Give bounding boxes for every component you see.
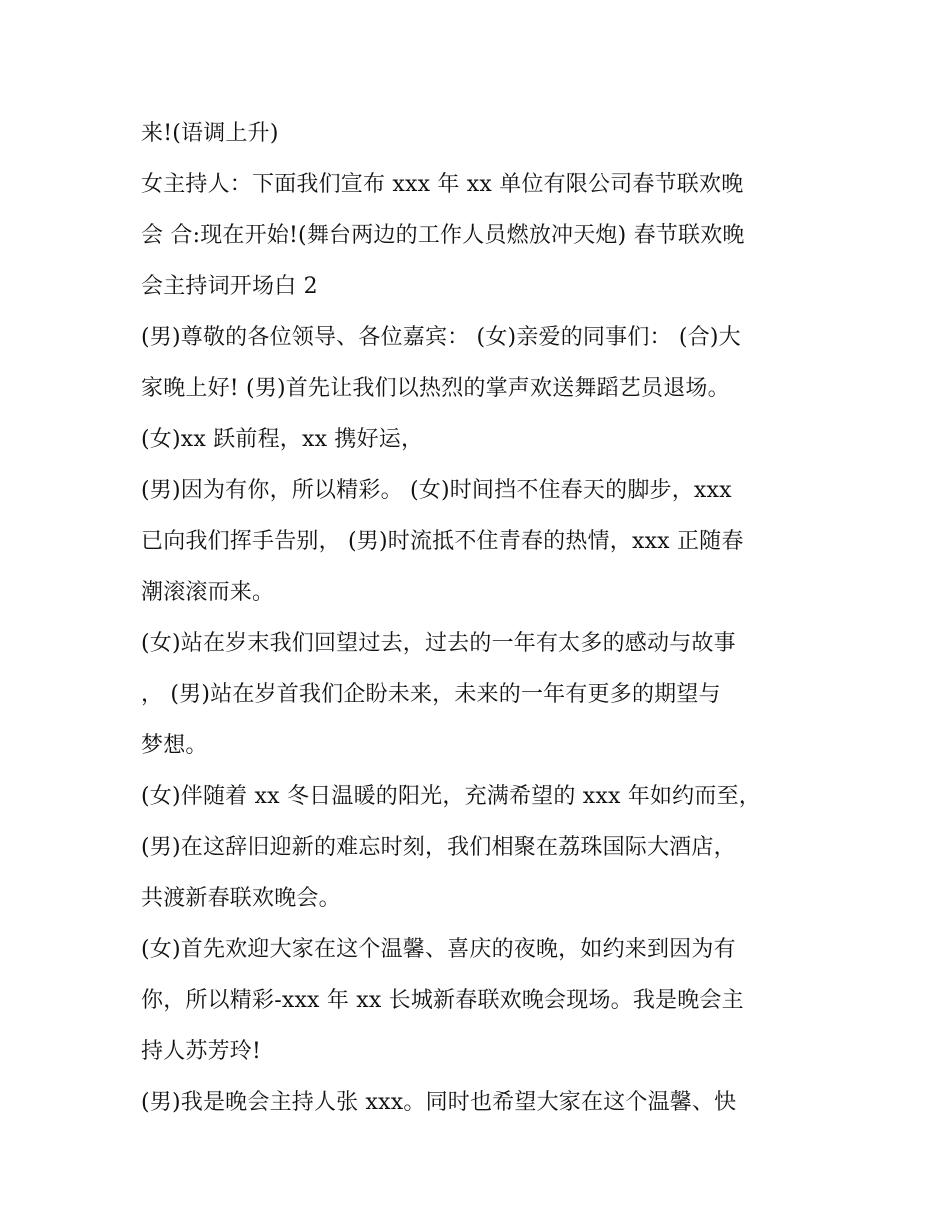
text-line: (男)因为有你，所以精彩。 (女)时间挡不住春天的脚步，xxx	[141, 478, 732, 503]
text-line: 家晚上好! (男)首先让我们以热烈的掌声欢送舞蹈艺员退场。	[141, 376, 730, 401]
text-line: (男)尊敬的各位领导、各位嘉宾： (女)亲爱的同事们： (合)大	[141, 325, 741, 350]
text-line: (女)首先欢迎大家在这个温馨、喜庆的夜晚，如约来到因为有	[141, 937, 736, 962]
text-line: 女主持人：下面我们宣布 xxx 年 xx 单位有限公司春节联欢晚	[141, 172, 744, 197]
text-line: (男)在这辞旧迎新的难忘时刻，我们相聚在荔珠国际大酒店，	[141, 835, 736, 860]
text-line: ， (男)站在岁首我们企盼未来，未来的一年有更多的期望与	[141, 682, 721, 707]
text-line: 共渡新春联欢晚会。	[141, 886, 341, 911]
text-line: 梦想。	[141, 733, 208, 758]
text-line: (女)站在岁末我们回望过去，过去的一年有太多的感动与故事	[141, 631, 736, 656]
text-line: 潮滚滚而来。	[141, 580, 275, 605]
text-line: (男)我是晚会主持人张 xxx。同时也希望大家在这个温馨、快	[141, 1090, 737, 1115]
text-line: 来!(语调上升)	[141, 121, 279, 146]
text-line: 已向我们挥手告别， (男)时流抵不住青春的热情，xxx 正随春	[141, 529, 744, 554]
text-line: 会 合:现在开始!(舞台两边的工作人员燃放冲天炮) 春节联欢晚	[141, 223, 745, 248]
text-line: (女)xx 跃前程，xx 携好运，	[141, 427, 424, 452]
text-line: (女)伴随着 xx 冬日温暖的阳光，充满希望的 xxx 年如约而至，	[141, 784, 761, 809]
text-line: 持人苏芳玲!	[141, 1039, 262, 1064]
text-line: 你，所以精彩-xxx 年 xx 长城新春联欢晚会现场。我是晚会主	[141, 988, 744, 1013]
document-body	[141, 108, 821, 1128]
text-line: 会主持词开场白 2	[141, 274, 318, 299]
